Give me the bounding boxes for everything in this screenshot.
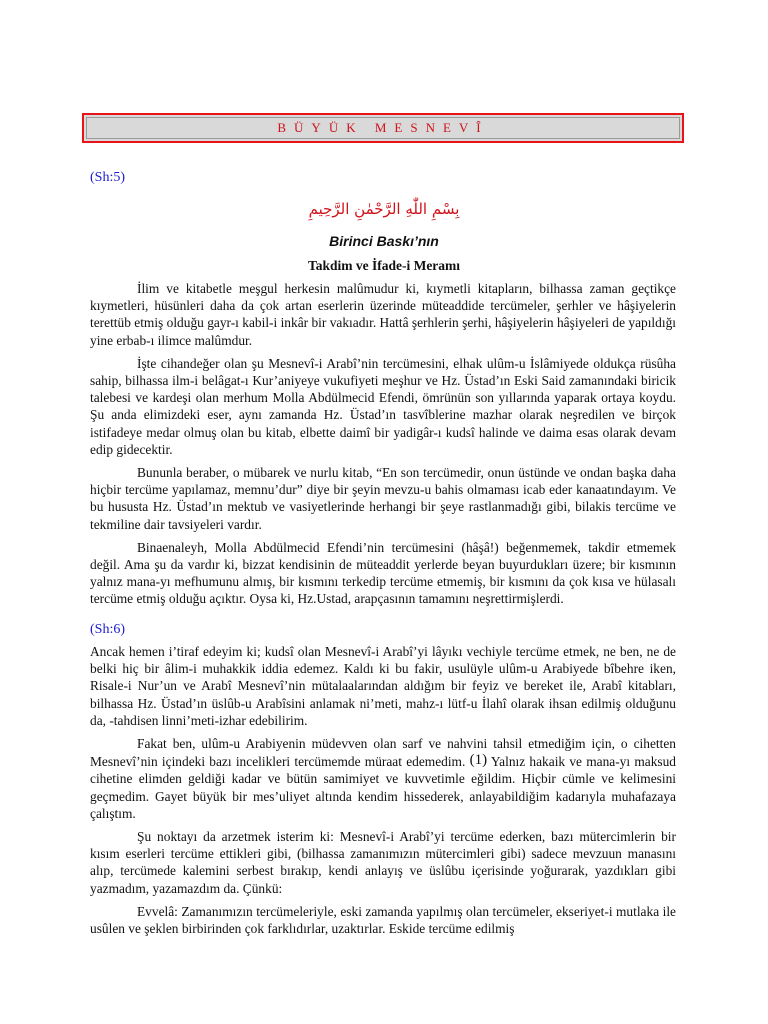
paragraph: Evvelâ: Zamanımızın tercümeleriyle, eski zamanda yapılmış olan tercümeler, ekseriyet-i mutlaka ile usûlen ve şeklen birbirinden çok farklıdırlar, uzaktırlar. Eskide tercüme edilmiş (90, 903, 676, 937)
page-reference-5: (Sh:5) (90, 170, 125, 185)
paragraph: Bununla beraber, o mübarek ve nurlu kitab, “En son tercümedir, onun üstünde ve ondan başka daha hiçbir tercüme yapılamaz, memnu’dur” diye bir şeyin mevzu-u bahis olmaması icab eder kanaatındayım. Ve bu hususta Hz. Üstad’ın mektub ve vasiyetlerinde herhangi bir şeye rastlanmadığı gibi, bilakis tercüme ve tekmiline dair tavsiyeleri vardır. (90, 465, 676, 532)
paragraph: Şu noktayı da arzetmek isterim ki: Mesnevî-i Arabî’yi tercüme ederken, bazı mütercimlerin bir kısım eserleri tercüme ettikleri gibi, (bilhassa zamanımızın mütercimleri gibi) sadece mevzuun manasını alıp, tercümede kalemini serbest bırakıp, kendi anlayış ve üslûbu içerisinde yoğurarak, yazdıkları gibi yazmadım, yazamazdım da. Çünkü: (90, 829, 676, 896)
paragraph-text: Fakat ben, ulûm-u Arabiyenin müdevven olan sarf ve nahvini tahsil etmediğim için, o cihetten Mesnevî’nin içindeki bazı incelikleri tercümemde müraat edemedim. (90, 736, 676, 770)
section-subtitle: Takdim ve İfade-i Meramı (307, 258, 461, 273)
body-section-1 (90, 280, 676, 614)
page-reference-6: (Sh:6) (90, 622, 125, 637)
paragraph: İşte cihandeğer olan şu Mesnevî-i Arabî’nin tercümesini, elhak ulûm-u İslâmiyede oldukça rüsûha sahip, bilhassa ilm-i belâgat-ı Kur’aniyeye vukufiyeti meşhur ve Hz. Üstad’ın Eski Said zamanındaki biricik talebesi ve kardeşi olan merhum Molla Abdülmecid Efendi, ömrünün son yıllarında yaparak ortaya koydu. Şu anda elimizdeki eser, aynı zamanda Hz. Üstad’ın tasvîblerine mazhar olarak neşredilen ve birçok istifadeye medar olmuş olan bu kitab, elbette daimî bir yadigâr-ı kudsî halinde ve daima esas olarak devam edip gidecektir. (90, 355, 676, 457)
section-title: Birinci Baskı’nın (329, 233, 439, 249)
basmala-arabic: بِسْمِ اللّٰهِ الرَّحْمٰنِ الرَّحِيمِ (308, 200, 460, 218)
paragraph-text: Yalnız hakaik ve mana-yı maksud cihetine elimden geldiği kadar ve bütün samimiyet ve kuvvetimle eğildim. Hiçbir cümle ve kelimesini geçmedim. Gayet büyük bir mes’uliyet altında kendim hissederek, anlayabildiğim kadarıyla muhafazaya çalıştım. (90, 754, 676, 821)
banner-title: BÜYÜK MESNEVÎ (277, 120, 489, 135)
paragraph: Ancak hemen i’tiraf edeyim ki; kudsî olan Mesnevî-i Arabî’yi lâyıkı vechiyle tercüme etmek, ne ben, ne de belki hiç bir âlim-i muhakkik iddia edemez. Kaldı ki bu fakir, usulüyle ulûm-u Arabiyede bîbehre iken, Risale-i Nur’un ve Arabî Mesnevî’nin mütalaalarından aldığım bir feyiz ve bereket ile, Arabî kitabları, bilhassa Hz. Üstad’ın üslûb-u Arabîsini anlamak ni’meti, mahz-ı lütf-u İlahî olarak ihsan edilmiş olduğunu da, -tahdisen linni’meti-izhar edebilirim. (90, 644, 676, 728)
title-banner (82, 113, 684, 143)
paragraph: Binaenaleyh, Molla Abdülmecid Efendi’nin tercümesini (hâşâ!) beğenmemek, takdir etmemek değil. Ama şu da vardır ki, bizzat kendisinin de müteaddit yerlerde beyan buyurdukları üzere; bir kısmının yalnız mana-yı mefhumunu almış, bir kısmını terkedip tercüme etmemiş, bir kısmını da çok kısa ve hülasalı tercüme etmiş olduğu açıktır. Oysa ki, Hz.Ustad, arapçasının tamamını neşrettirmişlerdi. (90, 539, 676, 607)
body-section-2 (90, 643, 676, 943)
footnote-marker[interactable]: (1) (469, 752, 488, 769)
paragraph: İlim ve kitabetle meşgul herkesin malûmudur ki, kıymetli kitapların, bilhassa zaman geçtikçe kıymetleri, hüsünleri daha da çok artan eserlerin üzerinde müteaddide tercümeler, şerhler ve hâşiyelerin terettüb etmiş olduğu gayr-ı kabil-i inkâr bir vakıadır. Hattâ şerhlerin şerhi, hâşiyelerin hâşiyeleri de yapıldığı yine erbab-ı ilimce malûmdur. (90, 281, 676, 348)
paragraph (90, 735, 676, 822)
